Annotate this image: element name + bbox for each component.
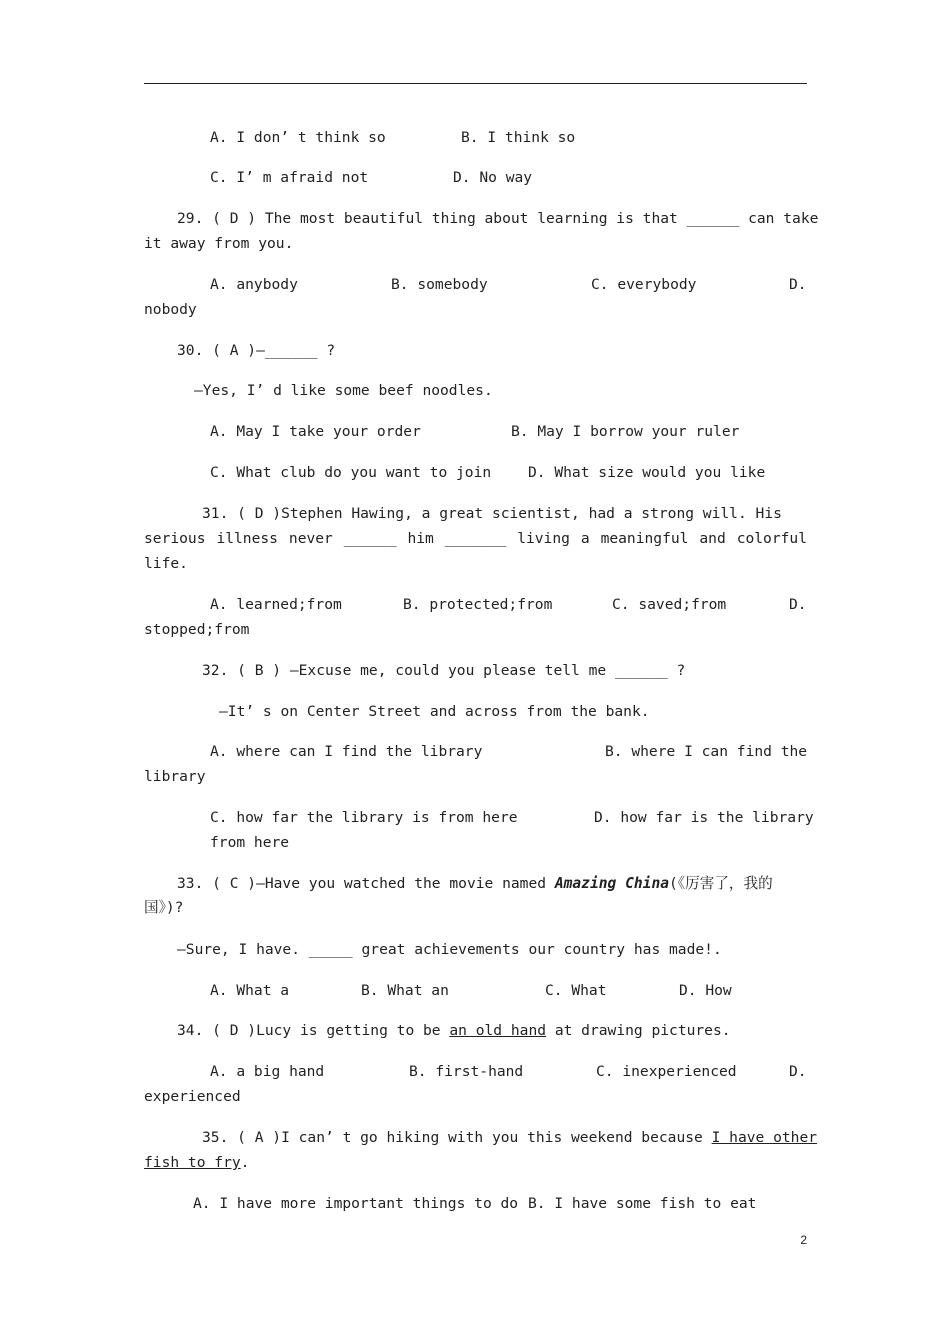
q31-word: living (517, 530, 570, 547)
q30-reply: —Yes, I’ d like some beef noodles. (194, 382, 493, 399)
q29-stem-line1: 29. ( D ) The most beautiful thing about learning is that ______ can take (177, 210, 819, 227)
q35-option-a: A. I have more important things to do (193, 1195, 519, 1212)
q31-blank: ______ (343, 530, 397, 547)
q29-option-d: D. (789, 276, 807, 293)
q33-stem-line2: 国》)? (144, 899, 184, 916)
q35-stem-line2 (144, 1153, 249, 1173)
q35-stem-line1 (202, 1128, 817, 1148)
q32-option-a: A. where can I find the library (210, 743, 483, 760)
q35-underlined-phrase: fish to fry (144, 1154, 241, 1171)
q30-option-a: A. May I take your order (210, 423, 421, 440)
q31-stem-line3: life. (144, 555, 188, 572)
q34-option-a: A. a big hand (210, 1063, 325, 1080)
q33-option-d: D. How (679, 982, 732, 999)
q32-reply: —It’ s on Center Street and across from the bank. (219, 703, 650, 720)
q30-option-b: B. May I borrow your ruler (511, 423, 740, 440)
q29-option-c: C. everybody (591, 276, 697, 293)
q31-option-d-text: stopped;from (144, 621, 250, 638)
q31-word: serious (144, 530, 206, 547)
q34-option-b: B. first-hand (409, 1063, 524, 1080)
q35-underlined-phrase: I have other (711, 1129, 818, 1146)
q33-stem-prefix: 33. ( C )—Have you watched the movie named (177, 875, 555, 892)
q29-option-b: B. somebody (391, 276, 488, 293)
q31-word: meaningful (600, 530, 689, 547)
q31-word: colorful (736, 530, 807, 547)
q31-word: illness (216, 530, 278, 547)
q34-option-d-text: experienced (144, 1088, 241, 1105)
q33-movie-title: Amazing China (554, 875, 670, 892)
q35-stem-end: . (240, 1154, 250, 1171)
q29-option-d-text: nobody (144, 301, 197, 318)
q31-option-b: B. protected;from (403, 596, 553, 613)
header-rule (144, 83, 807, 84)
q35-stem-prefix: 35. ( A )I can’ t go hiking with you this weekend because (202, 1129, 712, 1146)
q31-stem-line1: 31. ( D )Stephen Hawing, a great scientist, had a strong will. His (202, 505, 782, 522)
q32-option-d: D. how far is the library (594, 809, 814, 826)
q31-blank: _______ (444, 530, 507, 547)
q34-option-c: C. inexperienced (596, 1063, 737, 1080)
q33-reply: —Sure, I have. _____ great achievements our country has made!. (177, 941, 722, 958)
q29-option-a: A. anybody (210, 276, 298, 293)
q34-stem (177, 1021, 731, 1041)
q31-stem-line2 (144, 529, 807, 549)
q30-option-d: D. What size would you like (528, 464, 766, 481)
q30-option-c: C. What club do you want to join (210, 464, 492, 481)
q33-option-c: C. What (545, 982, 607, 999)
q28-option-d: D. No way (453, 169, 533, 186)
q31-word: and (699, 530, 726, 547)
q30-stem: 30. ( A )—______ ? (177, 342, 336, 359)
q34-stem-suffix: at drawing pictures. (546, 1022, 731, 1039)
q33-stem-suffix: (《厉害了，我的 (669, 875, 773, 892)
q32-option-b-text: library (144, 768, 206, 785)
page-number: 2 (800, 1233, 807, 1247)
q28-option-b: B. I think so (461, 129, 576, 146)
q33-stem-line1 (177, 874, 773, 894)
q33-option-a: A. What a (210, 982, 290, 999)
q31-option-a: A. learned;from (210, 596, 342, 613)
q32-stem: 32. ( B ) —Excuse me, could you please tell me ______ ? (202, 662, 686, 679)
q32-option-c: C. how far the library is from here (210, 809, 518, 826)
q32-option-d-text: from here (210, 834, 290, 851)
q29-stem-line2: it away from you. (144, 235, 294, 252)
q33-option-b: B. What an (361, 982, 449, 999)
q32-option-b: B. where I can find the (605, 743, 808, 760)
q31-word: him (407, 530, 434, 547)
q34-option-d: D. (789, 1063, 807, 1080)
q35-option-b: B. I have some fish to eat (528, 1195, 757, 1212)
q31-word: a (580, 530, 590, 547)
q31-option-d: D. (789, 596, 807, 613)
q34-underlined-phrase: an old hand (449, 1022, 547, 1039)
q31-word: never (288, 530, 333, 547)
q28-option-a: A. I don’ t think so (210, 129, 386, 146)
q34-stem-prefix: 34. ( D )Lucy is getting to be (177, 1022, 450, 1039)
q31-option-c: C. saved;from (612, 596, 727, 613)
q28-option-c: C. I’ m afraid not (210, 169, 369, 186)
